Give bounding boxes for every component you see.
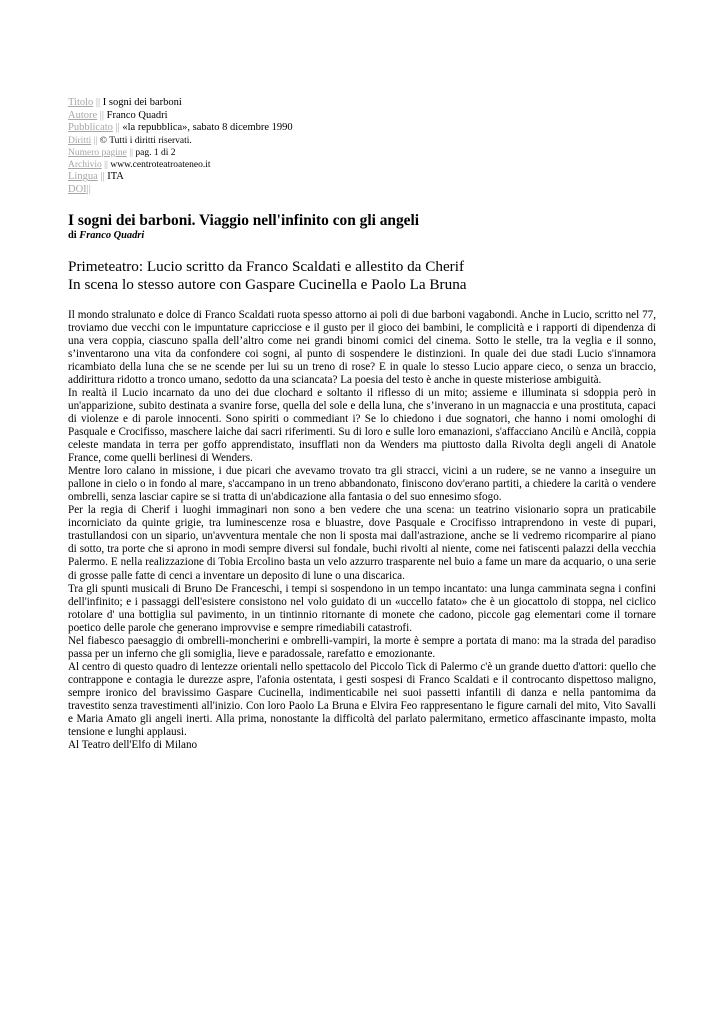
meta-separator: || [97,109,107,121]
meta-label-numero-pagine[interactable]: Numero pagine [68,147,127,158]
body-paragraph-closing: Al Teatro dell'Elfo di Milano [68,739,198,752]
meta-value-titolo: I sogni dei barboni [102,97,182,108]
meta-label-lingua[interactable]: Lingua [68,171,98,183]
meta-separator: || [93,97,103,108]
meta-row-lingua [68,171,656,184]
metadata-block [68,97,656,197]
meta-separator: || [91,135,100,146]
body-paragraph: Mentre loro calano in missione, i due picari che avevamo trovato tra gli stracci, vicini a un rudere, se ne vanno a inseguire un pallone in cielo o in fondo al mare, s'accampano in un treno abbandonato, finiscono dov'erano partiti, a chiedere la carità o vendere ombrelli, senza lasciar capire se si tratta di un'abdicazione alla fantasia o del suo ennesimo sfogo. [68,465,656,504]
subtitle-line-1: Primeteatro: Lucio scritto da Franco Scaldati e allestito da Cherif [68,257,465,275]
meta-label-titolo[interactable]: Titolo [68,97,94,108]
meta-value-lingua: ITA [107,171,124,183]
meta-value-numero-pagine: pag. 1 di 2 [135,147,176,158]
meta-separator: || [97,171,108,183]
byline-prefix: di [68,229,80,241]
subtitle-line-2: In scena lo stesso autore con Gaspare Cucinella e Paolo La Bruna [68,275,467,293]
body-paragraph: Il mondo stralunato e dolce di Franco Scaldati ruota spesso attorno ai poli di due barboni vagabondi. Anche in Lucio, scritto nel 77, troviamo due vecchi con le impuntature capricciose e il gusto per il gioco dei bambini, le complicità e i rapporti di dipendenza di una vera coppia, ciascuno spalla dell’altro come nei grandi binomi comici del cinema. Sotto le stelle, tra la veglia e il sonno, s’inventarono una vita da confondere coi sogni, al punto di sospendere le distinzioni. In quale dei due stadi Lucio s'innamora ricambiato della luna che se ne scende per lui su un treno di rose? E in quale lo stesso Lucio appare cieco, o senza un braccio, addirittura ridotto a tronco umano, sedotto da una sciancata? La poesia del testo è anche in queste misteriose ambiguità. [68,308,656,386]
meta-separator: || [112,122,123,134]
article-subtitle [68,258,656,294]
meta-row-doi [68,184,656,197]
meta-row-numero-pagine [68,147,656,159]
meta-separator: || [101,160,111,171]
meta-label-diritti[interactable]: Diritti [68,135,92,146]
body-paragraph: Tra gli spunti musicali di Bruno De Franceschi, i tempi si sospendono in un tempo incantato: una lunga camminata segna i confini dell'infinito; e i passaggi dell'esistere consistono nel volo guidato di un «uccello fatato» che è un giocattolo di stoppa, nel ciclico rotolare d' una bottiglia sul pavimento, in un tintinnio ritornante di monete che cadono, piccole gag elementari come il tornare poetico delle parole che generano improvvise e sempre rimediabili catastrofi. [68,582,656,634]
article-byline [68,229,656,242]
meta-value-autore: Franco Quadri [106,109,168,121]
meta-row-titolo [68,97,656,110]
meta-value-diritti: © Tutti i diritti riservati. [99,135,192,146]
meta-separator: || [126,147,136,158]
byline-author: Franco Quadri [79,229,145,241]
meta-label-archivio[interactable]: Archivio [68,160,102,171]
document-page [68,97,656,752]
meta-row-diritti [68,135,656,147]
meta-label-pubblicato[interactable]: Pubblicato [68,122,113,134]
article-title: I sogni dei barboni. Viaggio nell'infinito con gli angeli [68,211,420,229]
meta-value-pubblicato: «la repubblica», sabato 8 dicembre 1990 [122,122,293,134]
body-paragraph: Per la regia di Cherif i luoghi immaginari non sono a ben vedere che una scena: un teatrino visionario sopra un praticabile incorniciato da quinte grigie, tra luminescenze rosa e bluastre, dove Pasquale e Crocifisso intraprendono in veste di pupari, trastullandosi con un sipario, un'avventura mentale che non li sposta mai dall'astrazione, anche se li vedremo ricomparire al piano di sotto, tra porte che si aprono in modi sempre diversi sul fondale, buchi rivolti al niente, come nei fatiscenti palazzi della vecchia Palermo. E nella realizzazione di Tobia Ercolino basta un velo azzurro trasparente nel buio a fame un mare da acquario, o una serie di grosse palle fatte di cenci a inventare un deposito di lune o una discarica. [68,504,656,582]
body-paragraph: In realtà il Lucio incarnato da uno dei due clochard e soltanto il riflesso di un mito; assieme e illuminata si sdoppia però in un'apparizione, subito destinata a svanire forse, quella del sole e della luna, che s’inverano in un magnaccia e una prostituta, capaci di violenze e di parole innocenti. Sono spiriti o commediant i? Se lo chiedono i due sognatori, che hanno i nomi omologhi di Pasquale e Crocifisso, maschere laiche dai sacri riferimenti. Su di loro e sulle loro emanazioni, s'affacciano Ancilù e Ancilà, coppia celeste mandata in terra per goffo apprendistato, insufflati non da Wenders ma piuttosto dalla Rivolta degli angeli di Anatole France, come quelli berlinesi di Wenders. [68,386,656,465]
meta-row-archivio [68,159,656,171]
body-paragraph: Nel fiabesco paesaggio di ombrelli-moncherini e ombrelli-vampiri, la morte è sempre a portata di mano: ma la strada del paradiso passa per un inferno che gli somiglia, lieve e paradossale, rarefatto e emozionante. [68,634,656,660]
article-body [68,309,656,753]
meta-separator: || [86,183,91,195]
meta-label-doi[interactable]: DOI [68,183,87,195]
meta-label-autore[interactable]: Autore [68,109,98,121]
meta-value-archivio: www.centroteatroateneo.it [110,160,211,171]
meta-row-autore [68,110,656,123]
meta-row-pubblicato [68,122,656,135]
body-paragraph: Al centro di questo quadro di lentezze orientali nello spettacolo del Piccolo Tick di Palermo c'è un grande duetto d'attori: quello che contrappone e contagia le durezze aspre, l'afonia ostentata, i gesti sospesi di Franco Scaldati e il controcanto dispettoso maligno, sempre ironico del bravissimo Gaspare Cucinella, indimenticabile nei suoi passetti infantili di danza e nella pantomima da travestito senza travestimenti all'inizio. Con loro Paolo La Bruna e Elvira Feo rappresentano le figure carnali del mito, Vito Savalli e Maria Amato gli angeli inerti. Alla prima, nonostante la difficoltà del parlato palermitano, ermetico affascinante impasto, molta tensione e lunghi applausi. [68,660,656,739]
